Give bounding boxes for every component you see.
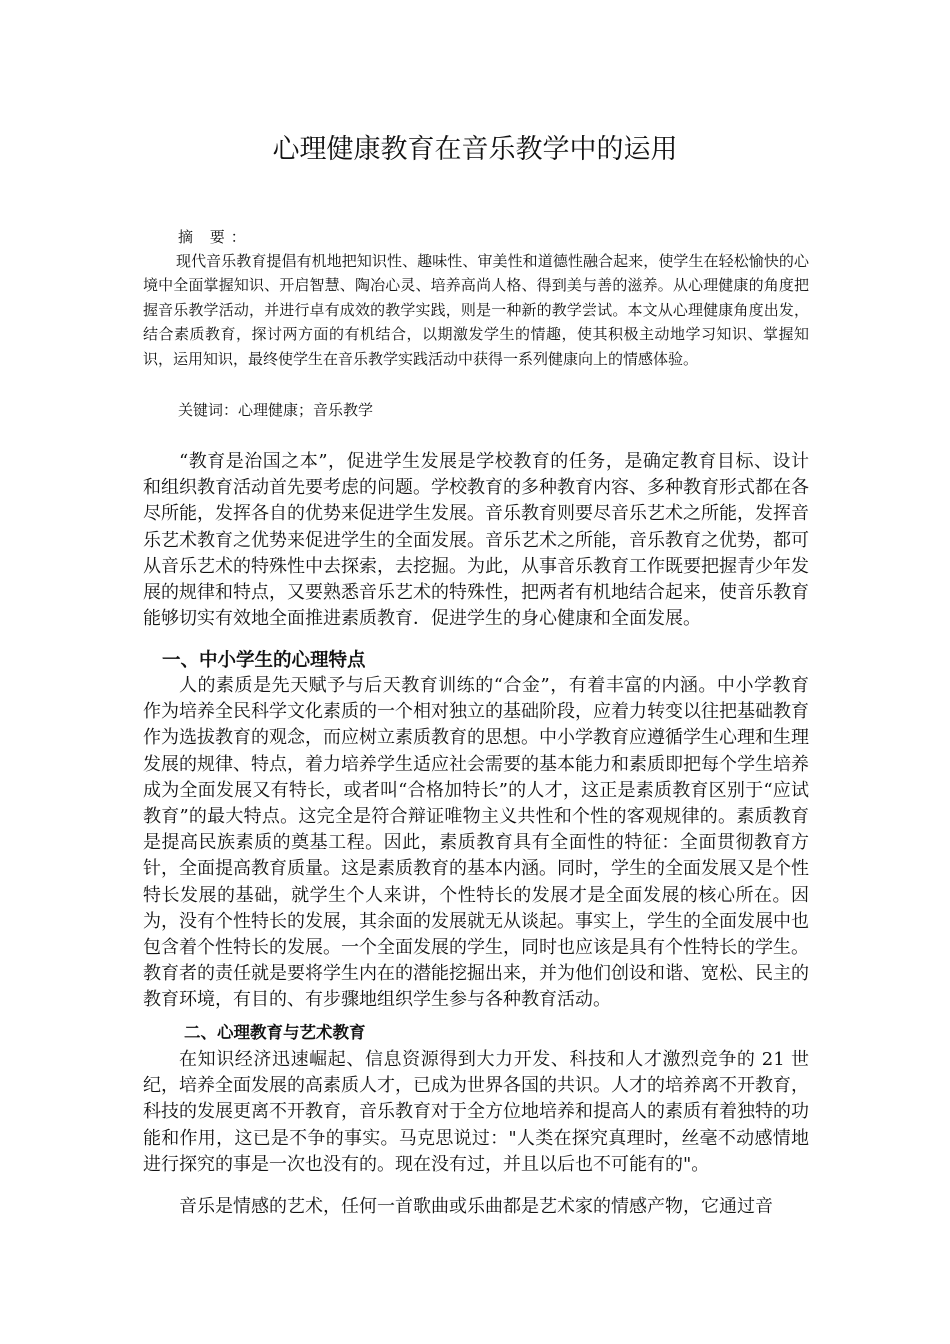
document-title: 心理健康教育在音乐教学中的运用 [272,134,678,165]
section-2-paragraph-continued: 音乐是情感的艺术，任何一首歌曲或乐曲都是艺术家的情感产物，它通过音 [179,1196,773,1217]
section-2-paragraph: 在知识经济迅速崛起、信息资源得到大力开发、科技和人才激烈竞争的 21 世纪，培养全面发展的高素质人才，已成为世界各国的共识。人才的培养离不开教育，科技的发展更离不开教育，音乐教育对于全方位地培养和提高人的素质有着独特的功能和作用，这已是不争的事实。马克思说过："人类在探究真理时，丝毫不动感情地进行探究的事是一次也没有的。现在没有过，并且以后也不可能有的"。 [143,1049,809,1175]
section-1-paragraph: 人的素质是先天赋予与后天教育训练的“合金”，有着丰富的内涵。中小学教育作为培养全民科学文化素质的一个相对独立的基础阶段，应着力转变以往把基础教育作为选拔教育的观念，而应树立素质教育的思想。中小学教育应遵循学生心理和生理发展的规律、特点，着力培养学生适应社会需要的基本能力和素质即把每个学生培养成为全面发展又有特长，或者叫“合格加特长”的人才，这正是素质教育区别于“应试教育”的最大特点。这完全是符合辩证唯物主义共性和个性的客观规律的。素质教育是提高民族素质的奠基工程。因此，素质教育具有全面性的特征：全面贯彻教育方针，全面提高教育质量。这是素质教育的基本内涵。同时，学生的全面发展又是个性特长发展的基础，就学生个人来讲，个性特长的发展才是全面发展的核心所在。因为，没有个性特长的发展，其余面的发展就无从谈起。事实上，学生的全面发展中也包含着个性特长的发展。一个全面发展的学生，同时也应该是具有个性特长的学生。教育者的责任就是要将学生内在的潜能挖掘出来，并为他们创设和谐、宽松、民主的教育环境，有目的、有步骤地组织学生参与各种教育活动。 [143,675,809,1011]
intro-paragraph: “教育是治国之本”，促进学生发展是学校教育的任务，是确定教育目标、设计和组织教育活动首先要考虑的问题。学校教育的多种教育内容、多种教育形式都在各尽所能，发挥各自的优势来促进学生发展。音乐教育则要尽音乐艺术之所能，发挥音乐艺术教育之优势来促进学生的全面发展。音乐艺术之所能，音乐教育之优势，都可从音乐艺术的特殊性中去探索，去挖掘。为此，从事音乐教育工作既要把握青少年发展的规律和特点，又要熟悉音乐艺术的特殊性，把两者有机地结合起来，使音乐教育能够切实有效地全面推进素质教育．促进学生的身心健康和全面发展。 [143,451,809,630]
abstract-text: 现代音乐教育提倡有机地把知识性、趣味性、审美性和道德性融合起来，使学生在轻松愉快的心境中全面掌握知识、开启智慧、陶冶心灵、培养高尚人格、得到美与善的滋养。从心理健康的角度把握音乐教学活动，并进行卓有成效的教学实践，则是一种新的教学尝试。本文从心理健康角度出发，结合素质教育，探讨两方面的有机结合，以期激发学生的情趣，使其积极主动地学习知识、掌握知识，运用知识，最终使学生在音乐教学实践活动中获得一系列健康向上的情感体验。 [143,252,809,368]
section-heading-2: 二、心理教育与艺术教育 [184,1023,366,1042]
keywords-line: 关键词：心理健康；音乐教学 [178,401,374,419]
section-heading-1: 一、中小学生的心理特点 [162,650,366,671]
abstract-label: 摘 要： [178,228,252,246]
